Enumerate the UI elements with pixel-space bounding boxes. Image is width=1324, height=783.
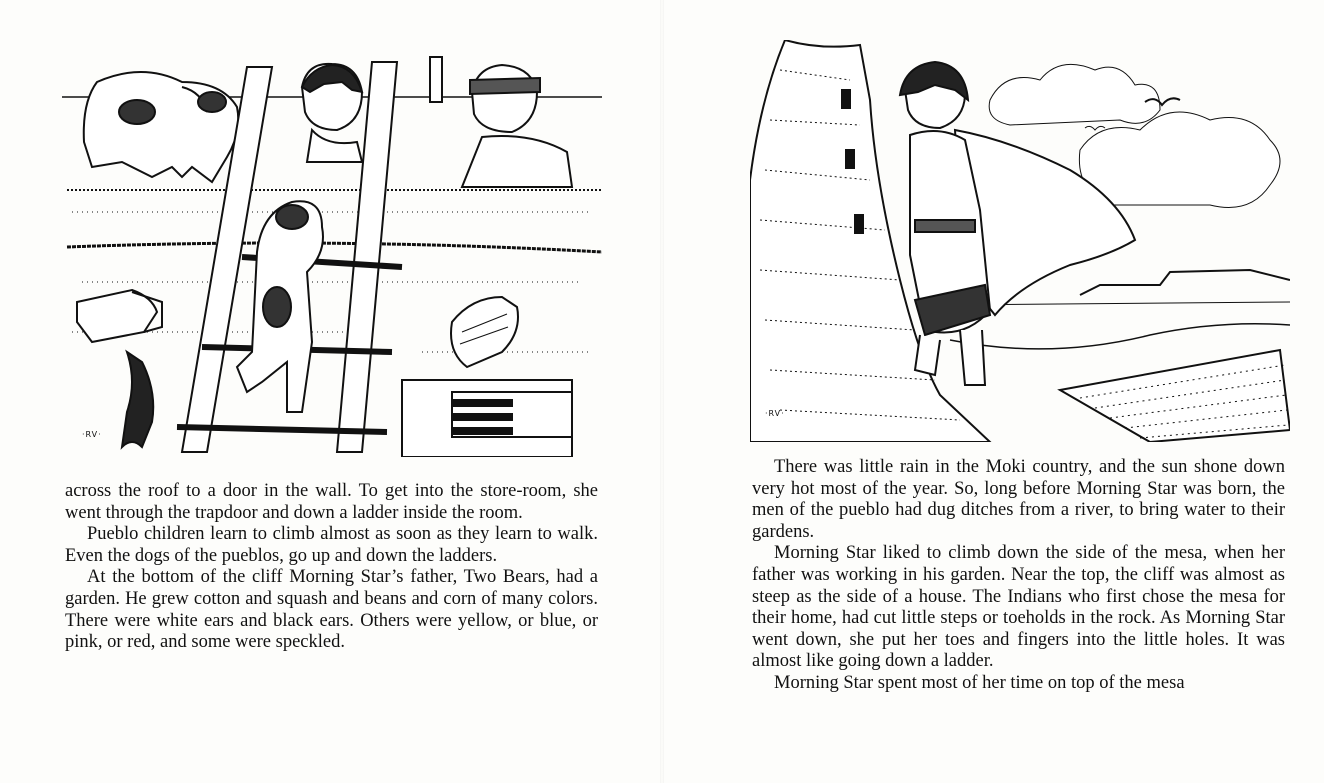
right-paragraph-2: Morning Star liked to climb down the side of the mesa, when her father was working in his garden. Near the top, the cliff was almost as steep as the side of a house. The Indians who first chose the mesa for their home, had cut little steps or toeholds in the rock. As Morning Star went down, she put her toes and fingers into the little holes. It was almost like going down a ladder. [752, 543, 1285, 672]
right-paragraph-3: Morning Star spent most of her time on top of the mesa [774, 672, 1185, 693]
right-illustration [750, 40, 1290, 442]
left-paragraph-2: Pueblo children learn to climb almost as soon as they learn to walk. Even the dogs of the pueblos, go up and down the ladders. [65, 524, 598, 566]
left-page-text [65, 481, 598, 654]
left-paragraph-1: across the roof to a door in the wall. To get into the store-room, she went through the trapdoor and down a ladder inside the room. [65, 481, 598, 523]
left-paragraph-3: At the bottom of the cliff Morning Star’s father, Two Bears, had a garden. He grew cotton and squash and beans and corn of many colors. There were white ears and black ears. Others were yellow, or blue, or pink, or red, and some were speckled. [65, 567, 598, 653]
book-gutter [660, 0, 664, 783]
right-page-text [752, 457, 1285, 695]
right-illustration-signature: ·RV· [765, 409, 785, 418]
left-illustration-signature: ·RV· [82, 430, 102, 439]
right-paragraph-1: There was little rain in the Moki country, and the sun shone down very hot most of the year. So, long before Morning Star was born, the men of the pueblo had dug ditches from a river, to bring water to their gardens. [752, 457, 1285, 542]
left-illustration [62, 52, 602, 457]
children-dogs-ladder-illustration [62, 52, 602, 457]
girl-climbing-cliff-illustration [750, 40, 1290, 442]
